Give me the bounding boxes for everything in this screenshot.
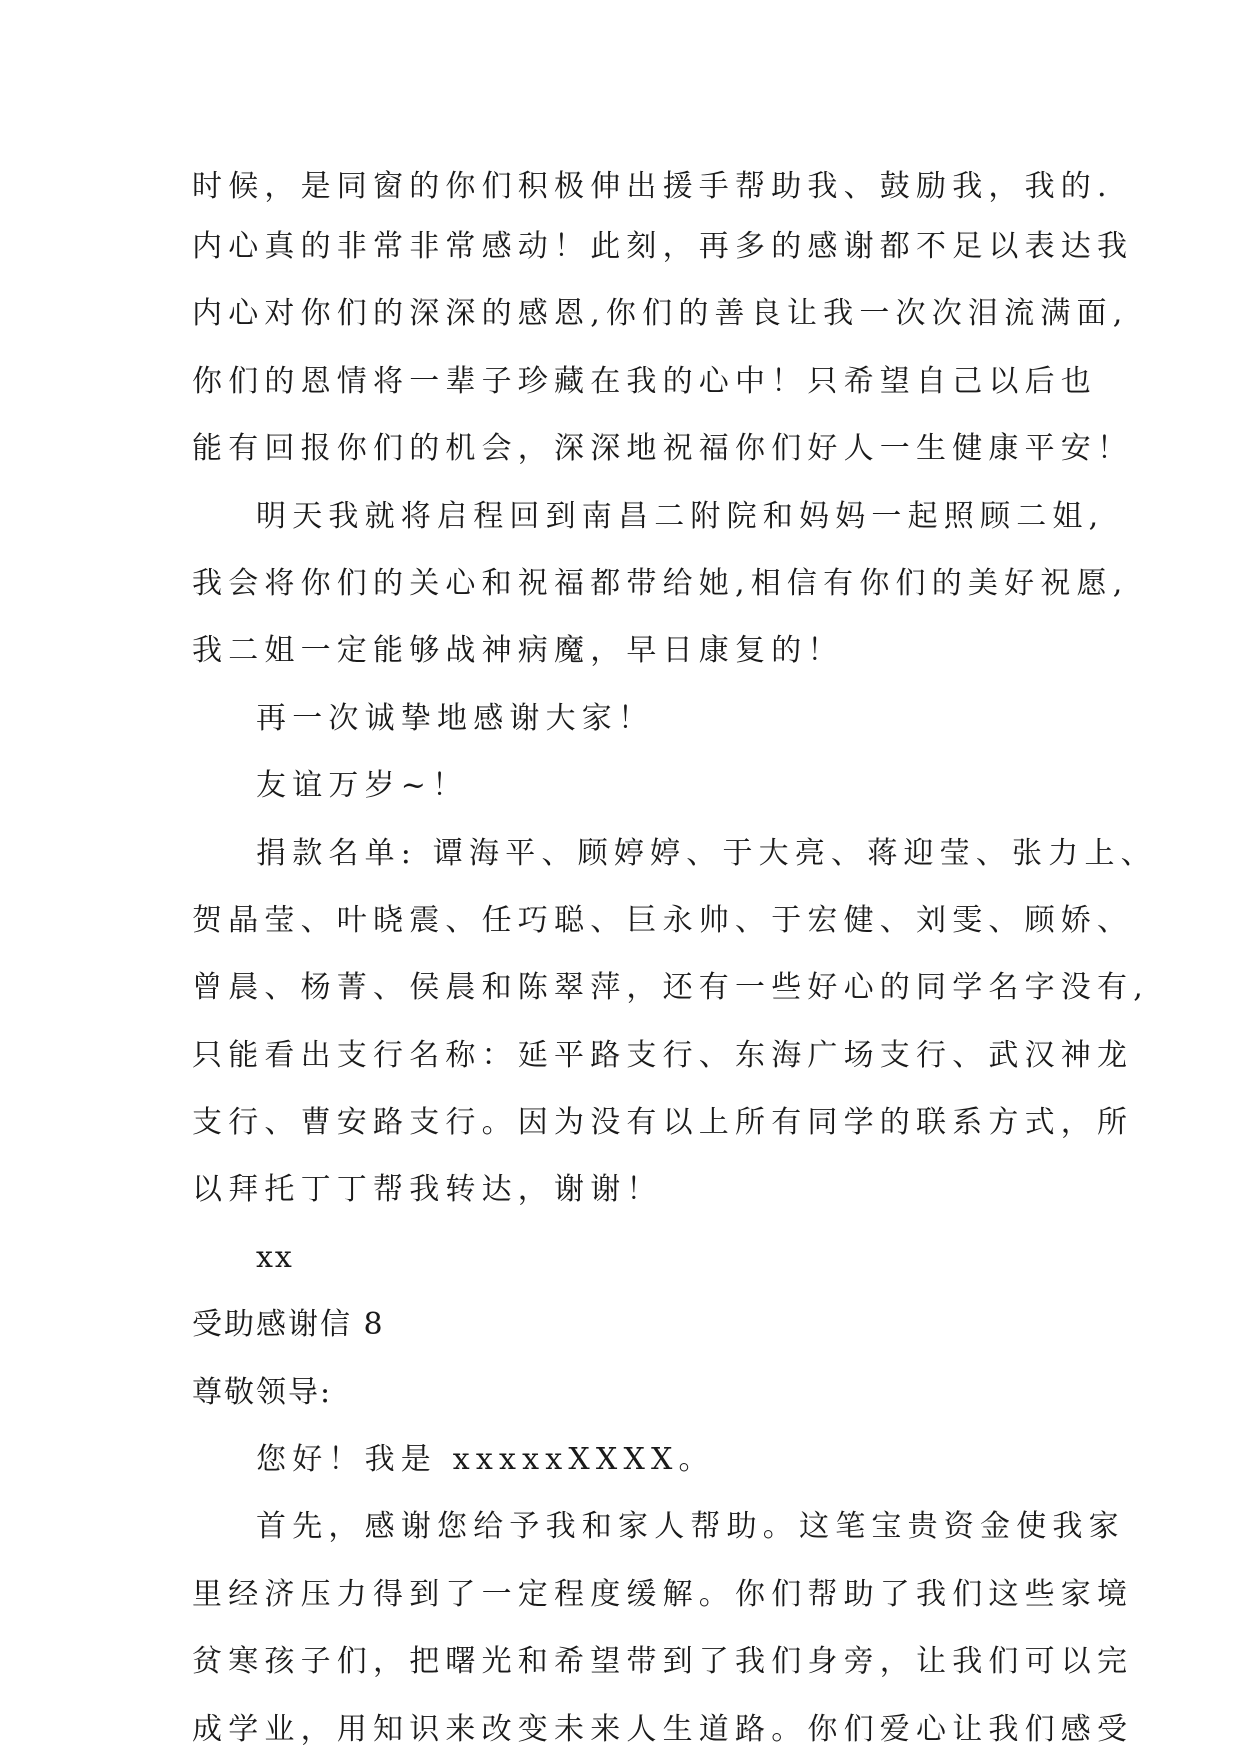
paragraph-line: 贫寒孩子们，把曙光和希望带到了我们身旁，让我们可以完	[192, 1644, 1134, 1680]
donor-list-line: 以拜托丁丁帮我转达，谢谢！	[192, 1172, 663, 1208]
donor-list-line: 捐款名单: 谭海平、顾婷婷、于大亮、蒋迎莹、张力上、	[256, 835, 1157, 871]
document-body	[192, 160, 1157, 1763]
paragraph-line: 明天我就将启程回到南昌二附院和妈妈一起照顾二姐,	[256, 498, 1105, 534]
salutation: 尊敬领导:	[192, 1374, 333, 1410]
donor-list-line: 只能看出支行名称：延平路支行、东海广场支行、武汉神龙	[192, 1037, 1134, 1073]
paragraph-line: 我会将你们的关心和祝福都带给她,相信有你们的美好祝愿,	[192, 565, 1129, 601]
paragraph-line: 我二姐一定能够战神病魔，早日康复的！	[192, 633, 844, 669]
letter-title: 受助感谢信 8	[192, 1307, 385, 1343]
donor-list-line: 贺晶莹、叶晓震、任巧聪、巨永帅、于宏健、刘雯、顾娇、	[192, 902, 1134, 938]
donor-list-line: 支行、曹安路支行。因为没有以上所有同学的联系方式，所	[192, 1105, 1134, 1141]
paragraph-line: 再一次诚挚地感谢大家！	[256, 700, 655, 736]
paragraph-line: 能有回报你们的机会，深深地祝福你们好人一生健康平安！	[192, 431, 1134, 467]
paragraph-line: 友谊万岁~！	[256, 768, 469, 804]
paragraph-line: 内心真的非常非常感动！此刻，再多的感谢都不足以表达我	[192, 229, 1134, 264]
paragraph-line: 里经济压力得到了一定程度缓解。你们帮助了我们这些家境	[192, 1576, 1134, 1612]
paragraph-line: 内心对你们的深深的感恩,你们的善良让我一次次泪流满面,	[192, 296, 1129, 332]
paragraph-line: 首先，感谢您给予我和家人帮助。这笔宝贵资金使我家	[256, 1509, 1125, 1545]
paragraph-line: 时候，是同窗的你们积极伸出援手帮助我、鼓励我，我的.	[192, 169, 1113, 204]
signature: xx	[256, 1239, 294, 1275]
paragraph-line: 成学业，用知识来改变未来人生道路。你们爱心让我们感受	[192, 1711, 1134, 1747]
paragraph-line: 你们的恩情将一辈子珍藏在我的心中！只希望自己以后也	[192, 363, 1097, 399]
greeting-line: 您好！我是 xxxxxXXXX。	[256, 1442, 715, 1478]
donor-list-line: 曾晨、杨菁、侯晨和陈翠萍，还有一些好心的同学名字没有,	[192, 970, 1149, 1006]
